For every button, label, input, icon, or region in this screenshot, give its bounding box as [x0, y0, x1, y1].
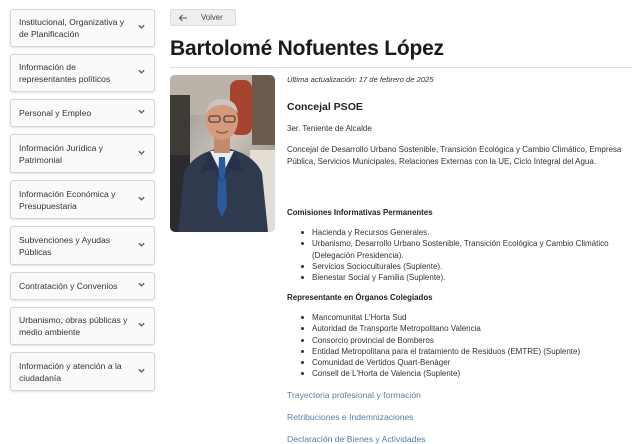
back-button-label: Volver [201, 13, 223, 22]
commissions-heading: Comisiones Informativas Permanentes [287, 208, 433, 217]
sidebar [10, 9, 155, 398]
sidebar-item-urbanismo[interactable] [10, 307, 155, 345]
bullet-icon [301, 316, 304, 319]
bullet-icon [301, 276, 304, 279]
page-title: Bartolomé Nofuentes López [170, 37, 444, 60]
role-title: Concejal PSOE [287, 101, 363, 113]
sidebar-item-economica[interactable] [10, 180, 155, 219]
sidebar-item-label: Subvenciones y Ayudas Públicas [19, 234, 111, 257]
arrow-left-icon [178, 14, 188, 22]
chevron-down-icon [137, 320, 146, 329]
bullet-icon [301, 327, 304, 330]
sidebar-item-subvenciones[interactable] [10, 226, 155, 265]
list-item: Autoridad de Transporte Metropolitano Valencia [312, 323, 632, 334]
sidebar-item-contratacion[interactable] [10, 272, 155, 300]
chevron-down-icon [137, 148, 146, 157]
bodies-heading: Representante en Órganos Colegiados [287, 293, 433, 302]
list-item: Bienestar Social y Familia (Suplente). [312, 272, 632, 283]
last-updated: Última actualización: 17 de febrero de 2025 [287, 75, 434, 84]
sidebar-item-atencion[interactable] [10, 352, 155, 391]
bodies-list [287, 312, 632, 380]
list-item: Mancomunitat L'Horta Sud [312, 312, 632, 323]
bullet-icon [301, 231, 304, 234]
bullet-icon [301, 350, 304, 353]
sidebar-item-label: Institucional, Organizativa y de Planificación [19, 17, 125, 39]
profile-photo [170, 75, 275, 232]
back-button[interactable] [170, 9, 236, 26]
bullet-icon [301, 242, 304, 245]
list-item: Consell de L'Horta de Valencia (Suplente) [312, 368, 632, 379]
list-item: Comunidad de Vertidos Quart-Benàger [312, 357, 632, 368]
sidebar-item-label: Información Económica y Presupuestaria [19, 188, 116, 211]
list-item: Servicios Socioculturales (Suplente). [312, 261, 632, 272]
sidebar-item-label: Información y atención a la ciudadanía [19, 360, 122, 383]
sidebar-item-juridica[interactable] [10, 134, 155, 173]
sidebar-item-label: Información de representantes políticos [19, 62, 111, 84]
list-item: Urbanismo, Desarrollo Urbano Sostenible, Transición Ecológica y Cambio Climático (Delegación Presidencia). [312, 238, 632, 261]
bullet-icon [301, 265, 304, 268]
link-declaracion-bienes[interactable]: Declaración de Bienes y Actividades [287, 434, 426, 444]
link-retribuciones[interactable]: Retribuciones e Indemnizaciones [287, 412, 414, 422]
sidebar-item-label: Urbanismo, obras públicas y medio ambiente [19, 315, 128, 337]
position: 3er. Teniente de Alcalde [287, 124, 372, 133]
sidebar-item-label: Contratación y Convenios [19, 281, 118, 291]
responsibility-areas: Concejal de Desarrollo Urbano Sostenible, Transición Ecológica y Cambio Climático, Empresa Pública, Servicios Municipales, Relaciones Externas con la UE, Ciclo Integral del Agua. [287, 145, 622, 166]
commissions-list [287, 227, 632, 283]
chevron-down-icon [137, 240, 146, 249]
sidebar-item-institucional[interactable] [10, 9, 155, 47]
sidebar-item-label: Personal y Empleo [19, 108, 92, 118]
sidebar-item-label: Información Jurídica y Patrimonial [19, 142, 104, 165]
chevron-down-icon [137, 194, 146, 203]
chevron-down-icon [137, 22, 146, 31]
chevron-down-icon [137, 107, 146, 116]
chevron-down-icon [137, 280, 146, 289]
title-divider [170, 67, 632, 68]
sidebar-item-personal[interactable] [10, 99, 155, 127]
list-item: Consorcio provincial de Bomberos [312, 335, 632, 346]
chevron-down-icon [137, 67, 146, 76]
link-trayectoria[interactable]: Trayectoria profesional y formación [287, 390, 421, 400]
bullet-icon [301, 361, 304, 364]
chevron-down-icon [137, 366, 146, 375]
bullet-icon [301, 339, 304, 342]
list-item: Entidad Metropolitana para el tratamiento de Residuos (EMTRE) (Suplente) [312, 346, 632, 357]
list-item: Hacienda y Recursos Generales. [312, 227, 632, 238]
sidebar-item-representantes[interactable] [10, 54, 155, 92]
bullet-icon [301, 372, 304, 375]
